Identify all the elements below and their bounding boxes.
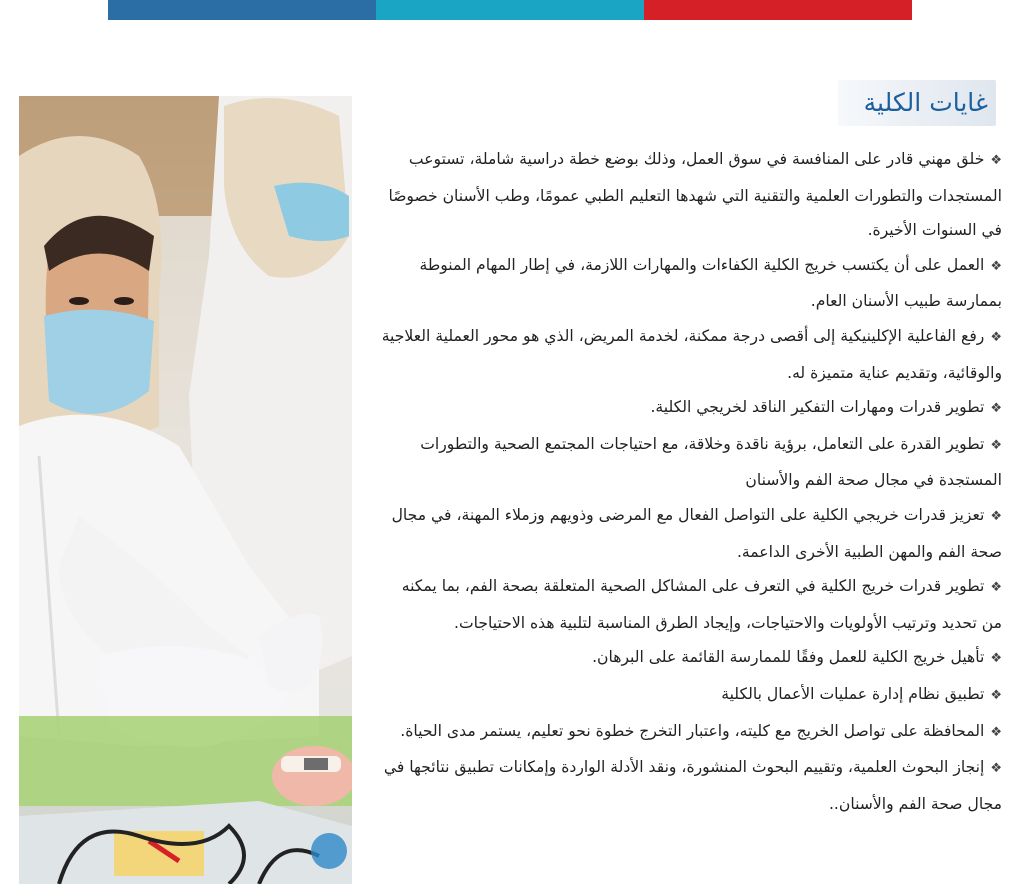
goal-text: إنجاز البحوث العلمية، وتقييم البحوث المنشورة، ونقد الأدلة الواردة وإمكانات تطبيق نتائجها في مجال صحة الفم والأسنان..	[383, 758, 1002, 813]
list-item	[378, 714, 1002, 751]
list-item	[378, 640, 1002, 677]
diamond-bullet-icon: ❖	[990, 724, 1002, 740]
goal-text: تطبيق نظام إدارة عمليات الأعمال بالكلية	[721, 684, 985, 703]
goals-list	[378, 142, 1002, 821]
top-color-bar	[108, 0, 912, 20]
list-item	[378, 248, 1002, 319]
top-bar-red	[644, 0, 912, 20]
diamond-bullet-icon: ❖	[990, 687, 1002, 703]
goal-text: المحافظة على تواصل الخريج مع كليته، واعتبار التخرج خطوة نحو تعليم، يستمر مدى الحياة.	[400, 721, 985, 740]
goal-text: العمل على أن يكتسب خريج الكلية الكفاءات والمهارات اللازمة، في إطار المهام المنوطة بممارسة طبيب الأسنان العام.	[419, 255, 1002, 311]
list-item	[378, 750, 1002, 821]
diamond-bullet-icon: ❖	[990, 761, 1002, 777]
diamond-bullet-icon: ❖	[990, 508, 1002, 524]
goal-text: رفع الفاعلية الإكلينيكية إلى أقصى درجة ممكنة، لخدمة المريض، الذي هو محور العملية العلاجية والوقائية، وتقديم عناية متميزة له.	[381, 326, 1002, 382]
diamond-bullet-icon: ❖	[990, 258, 1002, 274]
top-bar-blue	[108, 0, 376, 20]
heading-banner	[838, 80, 996, 126]
list-item	[378, 677, 1002, 714]
diamond-bullet-icon: ❖	[990, 651, 1002, 667]
goal-text: تطوير القدرة على التعامل، برؤية ناقدة وخلاقة، مع احتياجات المجتمع الصحية والتطورات المستجدة في مجال صحة الفم والأسنان	[420, 434, 1002, 490]
diamond-bullet-icon: ❖	[990, 329, 1002, 345]
page-title: غايات الكلية	[863, 88, 988, 117]
diamond-bullet-icon: ❖	[990, 580, 1002, 596]
list-item	[378, 498, 1002, 569]
goal-text: تأهيل خريج الكلية للعمل وفقًا للممارسة القائمة على البرهان.	[592, 648, 985, 667]
list-item	[378, 319, 1002, 390]
goal-text: خلق مهني قادر على المنافسة في سوق العمل، وذلك بوضع خطة دراسية شاملة، تستوعب المستجدات والتطورات العلمية والتقنية التي شهدها التعليم الطبي عمومًا، وطب الأسنان خصوصًا في السنوات الأخيرة.	[388, 150, 1002, 240]
dental-students-photo	[19, 96, 352, 884]
list-item	[378, 142, 1002, 248]
goal-text: تعزيز قدرات خريجي الكلية على التواصل الفعال مع المرضى وذويهم وزملاء المهنة، في مجال صحة الفم والمهن الطبية الأخرى الداعمة.	[391, 505, 1002, 561]
diamond-bullet-icon: ❖	[990, 153, 1002, 168]
goal-text: تطوير قدرات ومهارات التفكير الناقد لخريجي الكلية.	[650, 398, 985, 417]
list-item	[378, 569, 1002, 640]
top-bar-teal	[376, 0, 644, 20]
diamond-bullet-icon: ❖	[990, 401, 1002, 417]
diamond-bullet-icon: ❖	[990, 437, 1002, 453]
list-item	[378, 427, 1002, 498]
goal-text: تطوير قدرات خريج الكلية في التعرف على المشاكل الصحية المتعلقة بصحة الفم، بما يمكنه من تحديد وترتيب الأولويات والاحتياجات، وإيجاد الطرق المناسبة لتلبية هذه الاحتياجات.	[401, 577, 1002, 632]
list-item	[378, 390, 1002, 427]
